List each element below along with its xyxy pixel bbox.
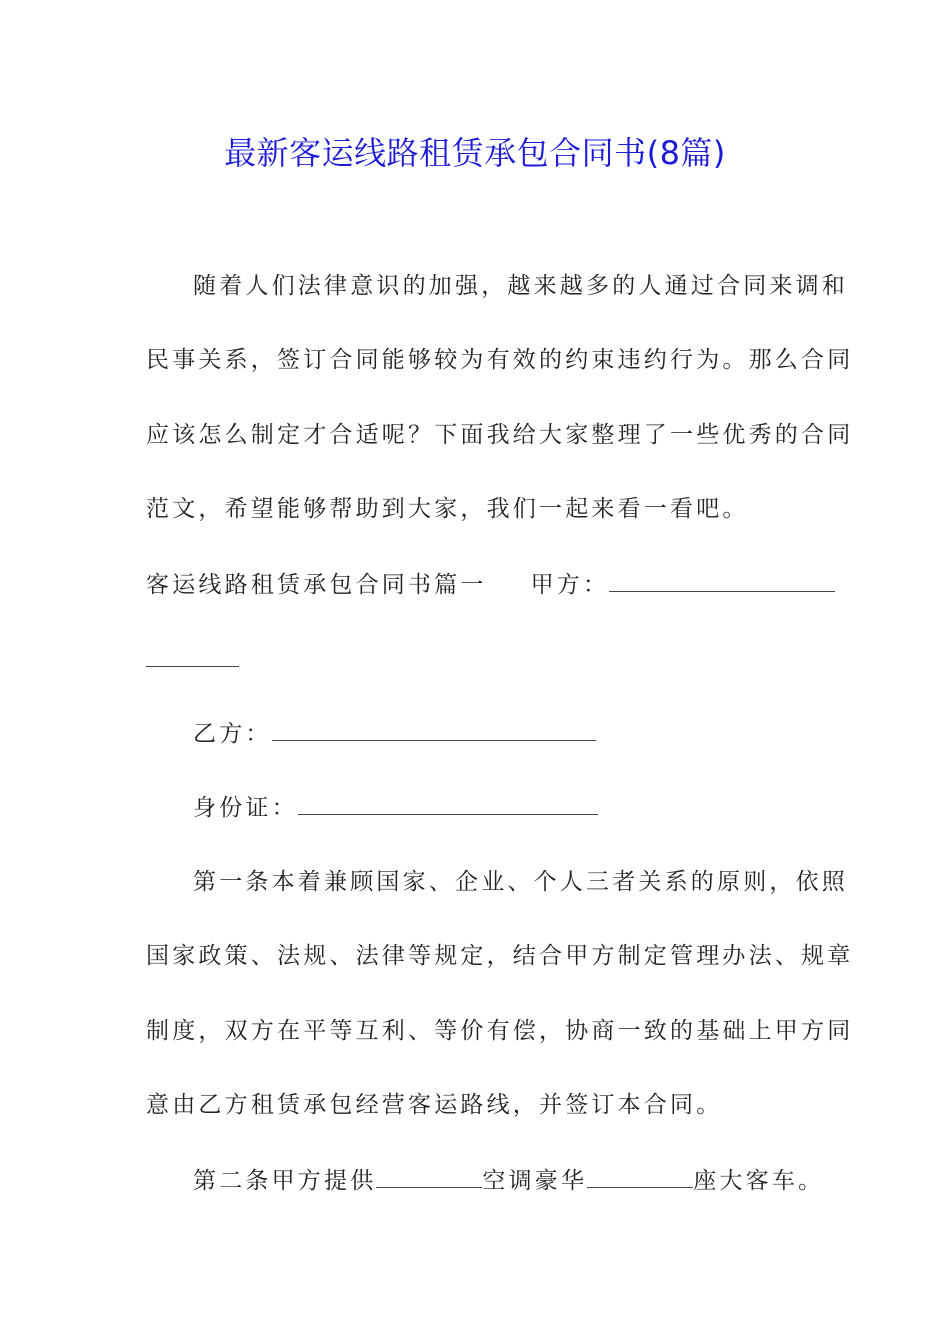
intro-line-4: 范文，希望能够帮助到大家，我们一起来看一看吧。 <box>146 496 749 522</box>
article2-blank-1 <box>376 1165 482 1188</box>
article2-blank-2 <box>587 1165 693 1188</box>
intro-line-3: 应该怎么制定才合适呢？下面我给大家整理了一些优秀的合同 <box>146 422 854 448</box>
article1-line-3: 制度，双方在平等互利、等价有偿，协商一致的基础上甲方同 <box>146 1018 854 1044</box>
party-a-blank-continued <box>146 666 239 667</box>
party-a-blank <box>609 569 835 592</box>
article2-part1: 第二条甲方提供 <box>193 1168 377 1194</box>
party-b-blank <box>272 718 596 741</box>
party-b-row <box>193 718 596 749</box>
article1-line-2: 国家政策、法规、法律等规定，结合甲方制定管理办法、规章 <box>146 943 854 969</box>
document-title: 最新客运线路租赁承包合同书(8篇) <box>224 134 726 172</box>
article1-line-4: 意由乙方租赁承包经营客运路线，并签订本合同。 <box>146 1092 723 1118</box>
section-heading-row <box>146 569 835 600</box>
party-b-label: 乙方： <box>193 721 272 747</box>
id-label: 身份证： <box>193 795 298 821</box>
id-row <box>193 792 598 823</box>
party-a-label: 甲方： <box>530 572 610 598</box>
article2-part2: 空调豪华 <box>482 1168 588 1194</box>
id-blank <box>298 792 598 815</box>
article1-line-1: 第一条本着兼顾国家、企业、个人三者关系的原则，依照 <box>193 869 848 895</box>
intro-line-2: 民事关系，签订合同能够较为有效的约束违约行为。那么合同 <box>146 347 854 373</box>
intro-line-1: 随着人们法律意识的加强，越来越多的人通过合同来调和 <box>193 273 848 299</box>
article2-part3: 座大客车。 <box>693 1168 825 1194</box>
article2-row <box>193 1165 824 1196</box>
section-heading: 客运线路租赁承包合同书篇一 <box>146 572 487 598</box>
